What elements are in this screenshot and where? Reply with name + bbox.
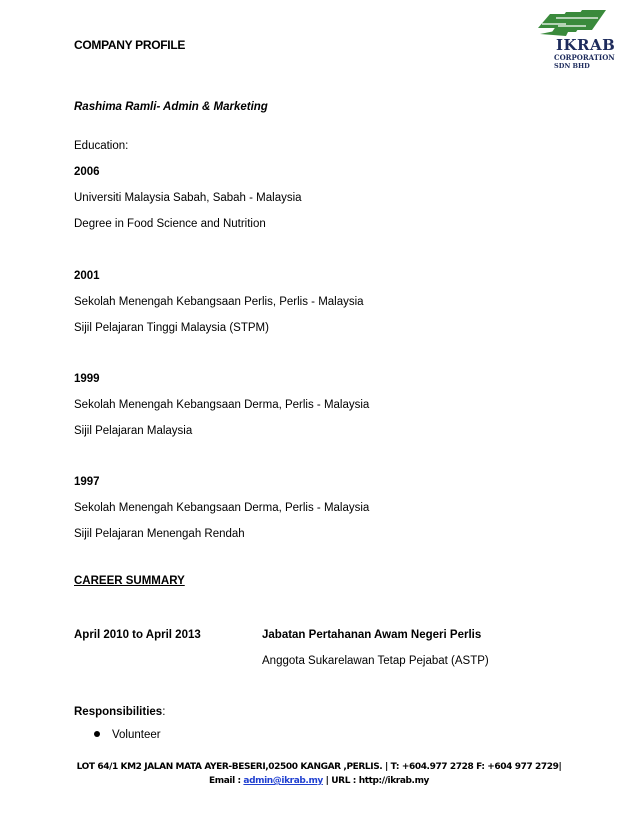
footer-contact <box>0 776 638 786</box>
responsibilities-colon: : <box>162 706 166 718</box>
education-year: 1997 <box>74 476 100 488</box>
company-logo <box>536 8 614 72</box>
footer-url: | URL : http://ikrab.my <box>322 776 430 786</box>
education-qualification: Degree in Food Science and Nutrition <box>74 218 266 230</box>
footer-email-link[interactable]: admin@ikrab.my <box>243 776 323 786</box>
career-position: Anggota Sukarelawan Tetap Pejabat (ASTP) <box>262 655 489 667</box>
education-year: 1999 <box>74 373 100 385</box>
person-name-role: Rashima Ramli- Admin & Marketing <box>74 101 268 113</box>
footer-address: LOT 64/1 KM2 JALAN MATA AYER-BESERI,02500 KANGAR ,PERLIS. | T: +604.977 2728 F: +604 977 2729| <box>76 762 562 772</box>
logo-text-corporation: CORPORATION <box>554 53 615 62</box>
education-school: Sekolah Menengah Kebangsaan Derma, Perlis - Malaysia <box>74 399 370 411</box>
logo-text-sdn-bhd: SDN BHD <box>554 62 590 70</box>
education-qualification: Sijil Pelajaran Menengah Rendah <box>74 528 245 540</box>
career-employer: Jabatan Pertahanan Awam Negeri Perlis <box>262 629 482 641</box>
education-year: 2006 <box>74 166 100 178</box>
footer-email-label: Email : <box>208 776 244 786</box>
career-summary-heading: CAREER SUMMARY <box>74 575 185 587</box>
bullet-icon <box>94 731 100 737</box>
responsibilities-heading <box>74 705 165 719</box>
education-school: Sekolah Menengah Kebangsaan Perlis, Perlis - Malaysia <box>74 296 364 308</box>
education-school: Universiti Malaysia Sabah, Sabah - Malaysia <box>74 192 302 204</box>
career-period: April 2010 to April 2013 <box>74 629 201 641</box>
responsibility-item: Volunteer <box>112 729 161 741</box>
education-school: Sekolah Menengah Kebangsaan Derma, Perlis - Malaysia <box>74 502 370 514</box>
responsibilities-label: Responsibilities <box>74 706 163 718</box>
education-qualification: Sijil Pelajaran Tinggi Malaysia (STPM) <box>74 322 269 334</box>
education-heading: Education: <box>74 140 129 152</box>
education-year: 2001 <box>74 270 100 282</box>
document-title: COMPANY PROFILE <box>74 38 186 52</box>
education-qualification: Sijil Pelajaran Malaysia <box>74 425 193 437</box>
logo-text-ikrab: IKRAB <box>556 36 616 54</box>
